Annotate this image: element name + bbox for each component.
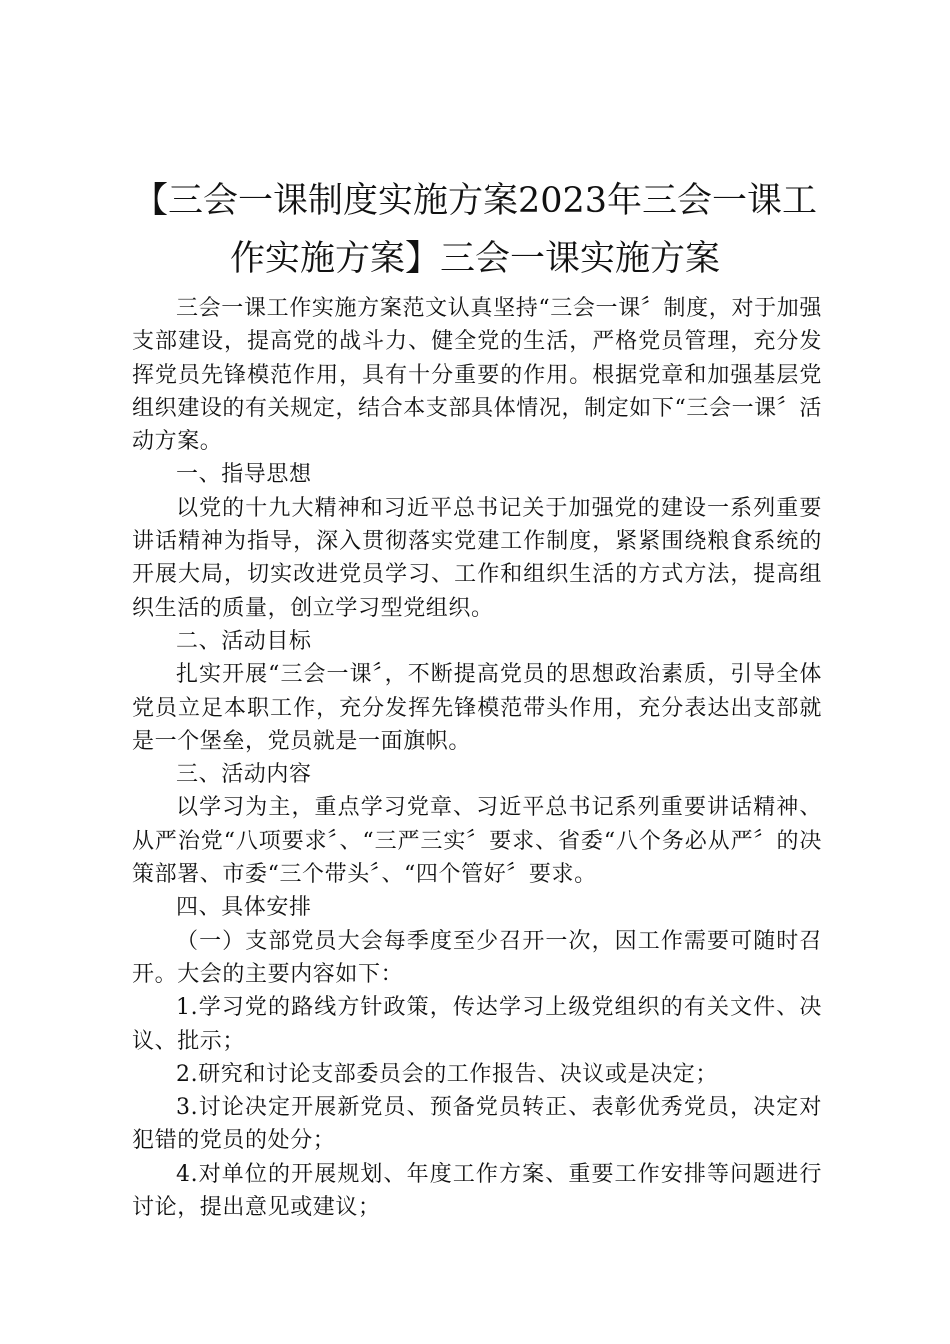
section-heading-activity-content: 三、活动内容 bbox=[176, 762, 312, 788]
guiding-ideology-paragraph: 以党的十九大精神和习近平总书记关于加强党的建设一系列重要讲话精神为指导，深入贯彻落实党建工作制度，紧紧围绕粮食系统的开展大局，切实改进党员学习、工作和组织生活的方式方法，提高组织生活的质量，创立学习型党组织。 bbox=[132, 495, 822, 621]
list-item-3: 3.讨论决定开展新党员、预备党员转正、表彰优秀党员，决定对犯错的党员的处分； bbox=[132, 1095, 822, 1154]
list-item-4: 4.对单位的开展规划、年度工作方案、重要工作安排等问题进行讨论，提出意见或建议； bbox=[132, 1161, 822, 1221]
section-heading-guiding-ideology: 一、指导思想 bbox=[176, 462, 312, 488]
section-heading-specific-arrangements: 四、具体安排 bbox=[176, 895, 312, 921]
list-item-2: 2.研究和讨论支部委员会的工作报告、决议或是决定； bbox=[176, 1061, 718, 1087]
section-heading-activity-goals: 二、活动目标 bbox=[176, 628, 312, 654]
list-item-1: 1.学习党的路线方针政策，传达学习上级党组织的有关文件、决议、批示； bbox=[132, 995, 822, 1054]
activity-content-paragraph: 以学习为主，重点学习党章、习近平总书记系列重要讲话精神、从严治党“八项要求〞、“三严三实〞要求、省委“八个务必从严〞的决策部署、市委“三个带头〞、“四个管好〞要求。 bbox=[132, 795, 822, 888]
document-body bbox=[132, 292, 822, 1224]
activity-goals-paragraph: 扎实开展“三会一课〞，不断提高党员的思想政治素质，引导全体党员立足本职工作，充分发挥先锋模范带头作用，充分表达出支部就是一个堡垒，党员就是一面旗帜。 bbox=[132, 662, 822, 754]
document-title: 【三会一课制度实施方案2023年三会一课工作实施方案】三会一课实施方案 bbox=[132, 181, 818, 279]
arrangement-item-general-meeting: （一）支部党员大会每季度至少召开一次，因工作需要可随时召开。大会的主要内容如下： bbox=[132, 928, 822, 987]
intro-paragraph: 三会一课工作实施方案范文认真坚持“三会一课〞制度，对于加强支部建设，提高党的战斗力、健全党的生活，严格党员管理，充分发挥党员先锋模范作用，具有十分重要的作用。根据党章和加强基层党组织建设的有关规定，结合本支部具体情况，制定如下“三会一课〞活动方案。 bbox=[132, 296, 822, 455]
